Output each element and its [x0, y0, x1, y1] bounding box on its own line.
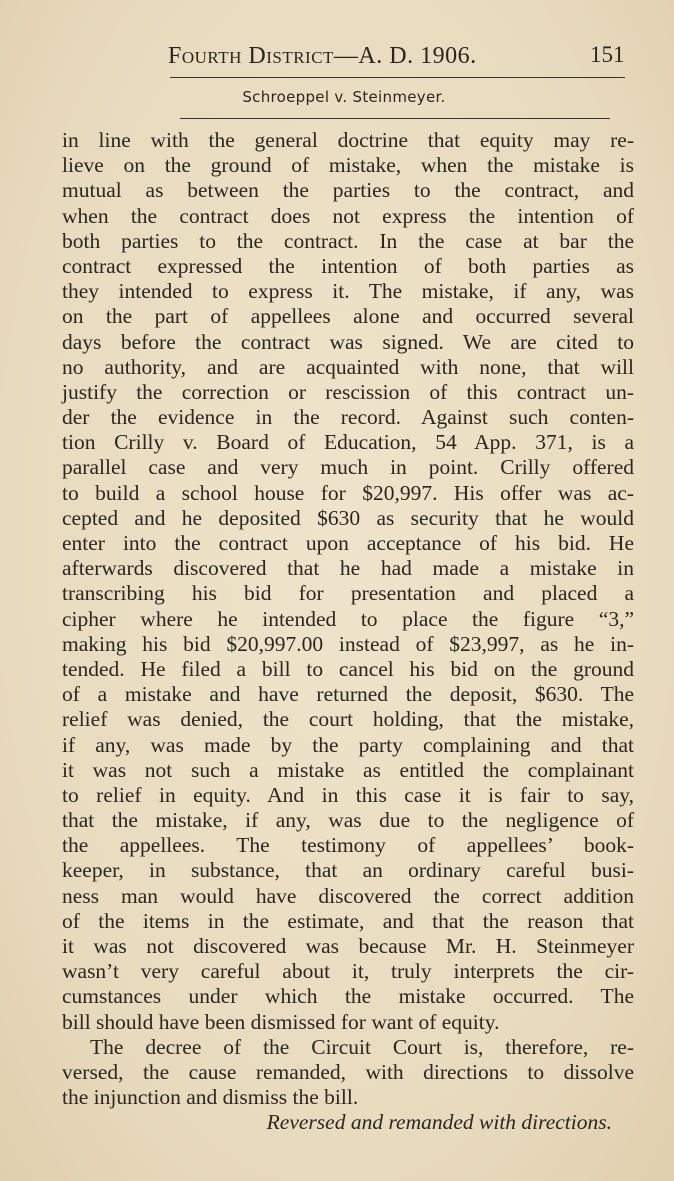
- text-line: der the evidence in the record. Against such conten-: [62, 405, 634, 430]
- text-line: mutual as between the parties to the contract, and: [62, 178, 634, 203]
- text-line: afterwards discovered that he had made a mistake in: [62, 556, 634, 581]
- text-line: they intended to express it. The mistake, if any, was: [62, 279, 634, 304]
- text-line: making his bid $20,997.00 instead of $23,997, as he in-: [62, 631, 634, 656]
- final-paragraph-line: The decree of the Circuit Court is, therefore, re-: [90, 1034, 634, 1059]
- final-paragraph-line: versed, the cause remanded, with directions to dissolve: [62, 1059, 634, 1084]
- text-line: tion Crilly v. Board of Education, 54 App. 371, is a: [62, 430, 634, 455]
- closing-disposition: Reversed and remanded with directions.: [266, 1110, 612, 1135]
- running-head: [0, 40, 674, 76]
- text-line: bill should have been dismissed for want of equity.: [62, 1009, 500, 1034]
- header-rule-top: [170, 77, 625, 78]
- text-line: justify the correction or rescission of this contract un-: [62, 379, 634, 404]
- text-line: it was not such a mistake as entitled the complainant: [62, 757, 634, 782]
- body-text: [62, 128, 634, 1136]
- header-rule-bottom: [180, 118, 610, 119]
- text-line: cumstances under which the mistake occurred. The: [62, 984, 634, 1009]
- text-line: of the items in the estimate, and that the reason that: [62, 908, 634, 933]
- text-line: in line with the general doctrine that equity may re-: [62, 128, 634, 152]
- text-line: transcribing his bid for presentation and placed a: [62, 581, 634, 606]
- text-line: no authority, and are acquainted with none, that will: [62, 354, 634, 379]
- text-line: relief was denied, the court holding, that the mistake,: [62, 707, 634, 732]
- text-line: lieve on the ground of mistake, when the mistake is: [62, 153, 634, 178]
- text-line: tended. He filed a bill to cancel his bid on the ground: [62, 656, 634, 681]
- text-line: parallel case and very much in point. Crilly offered: [62, 455, 634, 480]
- text-line: keeper, in substance, that an ordinary careful busi-: [62, 858, 634, 883]
- text-line: when the contract does not express the intention of: [62, 203, 634, 228]
- text-line: days before the contract was signed. We are cited to: [62, 329, 634, 354]
- text-line: cipher where he intended to place the figure “3,”: [62, 606, 634, 631]
- text-line: to relief in equity. And in this case it is fair to say,: [62, 782, 634, 807]
- text-line: on the part of appellees alone and occurred several: [62, 304, 634, 329]
- page-number: 151: [590, 42, 625, 67]
- text-line: contract expressed the intention of both parties as: [62, 253, 634, 278]
- text-line: cepted and he deposited $630 as security that he would: [62, 505, 634, 530]
- text-line: that the mistake, if any, was due to the negligence of: [62, 808, 634, 833]
- text-line: to build a school house for $20,997. His offer was ac-: [62, 480, 634, 505]
- text-line: wasn’t very careful about it, truly interprets the cir-: [62, 959, 634, 984]
- text-line: the appellees. The testimony of appellees’ book-: [62, 833, 634, 858]
- running-title: Fourth District—A. D. 1906.: [168, 43, 477, 69]
- text-line: it was not discovered was because Mr. H. Steinmeyer: [62, 934, 634, 958]
- text-line: enter into the contract upon acceptance of his bid. He: [62, 531, 634, 555]
- text-line: both parties to the contract. In the case at bar the: [62, 228, 634, 253]
- final-paragraph-line: the injunction and dismiss the bill.: [62, 1085, 359, 1110]
- text-line: of a mistake and have returned the deposit, $630. The: [62, 682, 634, 707]
- text-line: ness man would have discovered the correct addition: [62, 883, 634, 908]
- text-line: if any, was made by the party complaining and that: [62, 732, 634, 757]
- case-title: Schroeppel v. Steinmeyer.: [242, 88, 446, 106]
